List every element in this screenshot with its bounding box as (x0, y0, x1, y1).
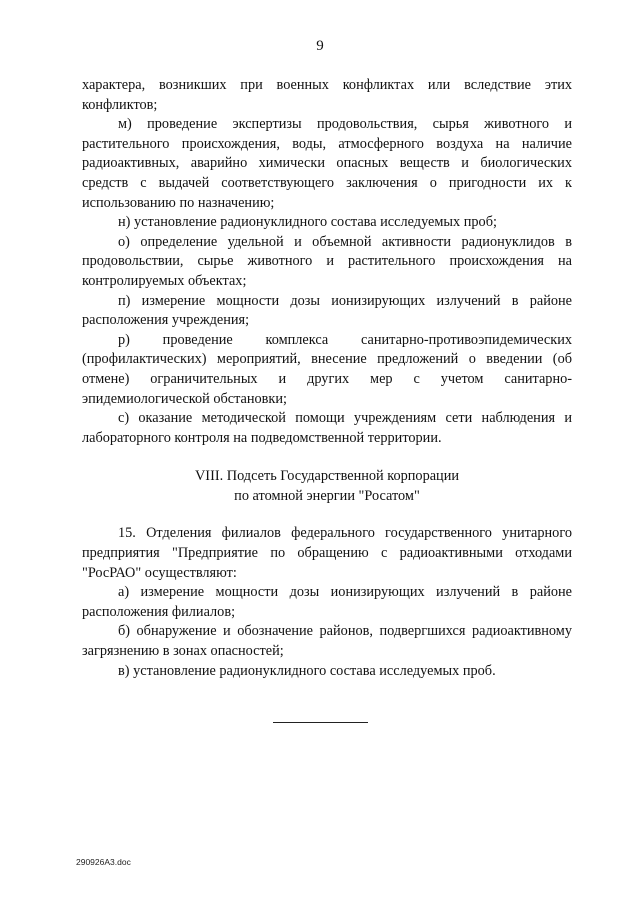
paragraph-continuation: характера, возникших при военных конфликтах или вследствие этих конфликтов; (82, 77, 572, 113)
paragraph-item-r: р) проведение комплекса санитарно-противоэпидемических (профилактических) мероприятий, внесение предложений о введении (об отмене) ограничительных и других мер с учетом санитарно-эпидемиологической обстановки; (82, 331, 572, 407)
paragraph-item-m: м) проведение экспертизы продовольствия, сырья животного и растительного происхождения, воды, атмосферного воздуха на наличие радиоактивных, аварийно химически опасных веществ и биологических средств с выдачей соответствующего заключения о пригодности их к использованию по назначению; (82, 116, 572, 211)
paragraph-item-v: в) установление радионуклидного состава исследуемых проб. (118, 662, 496, 679)
end-of-text-rule (273, 722, 368, 723)
page-number: 9 (316, 38, 324, 54)
paragraph-item-s: с) оказание методической помощи учреждениям сети наблюдения и лабораторного контроля на подведомственной территории. (82, 410, 572, 446)
paragraph-item-a: а) измерение мощности дозы ионизирующих излучений в районе расположения филиалов; (82, 584, 572, 620)
section-heading (82, 467, 572, 506)
paragraph-item-o: о) определение удельной и объемной активности радионуклидов в продовольствии, сырье животного и растительного происхождения на контролируемых объектах; (82, 233, 572, 289)
document-body (82, 76, 572, 681)
section-heading-line-2: по атомной энергии "Росатом" (234, 487, 420, 504)
paragraph-item-p: п) измерение мощности дозы ионизирующих излучений в районе расположения учреждения; (82, 292, 572, 329)
paragraph-item-n: н) установление радионуклидного состава исследуемых проб; (118, 214, 497, 231)
paragraph-clause-15: 15. Отделения филиалов федерального государственного унитарного предприятия "Предприятие по обращению с радиоактивными отходами "РосРАО" осуществляют: (82, 525, 572, 581)
footer-document-code: 290926A3.doc (76, 857, 131, 867)
section-heading-line-1: VIII. Подсеть Государственной корпорации (194, 468, 460, 485)
paragraph-item-b: б) обнаружение и обозначение районов, подвергшихся радиоактивному загрязнению в зонах опасностей; (82, 623, 572, 660)
